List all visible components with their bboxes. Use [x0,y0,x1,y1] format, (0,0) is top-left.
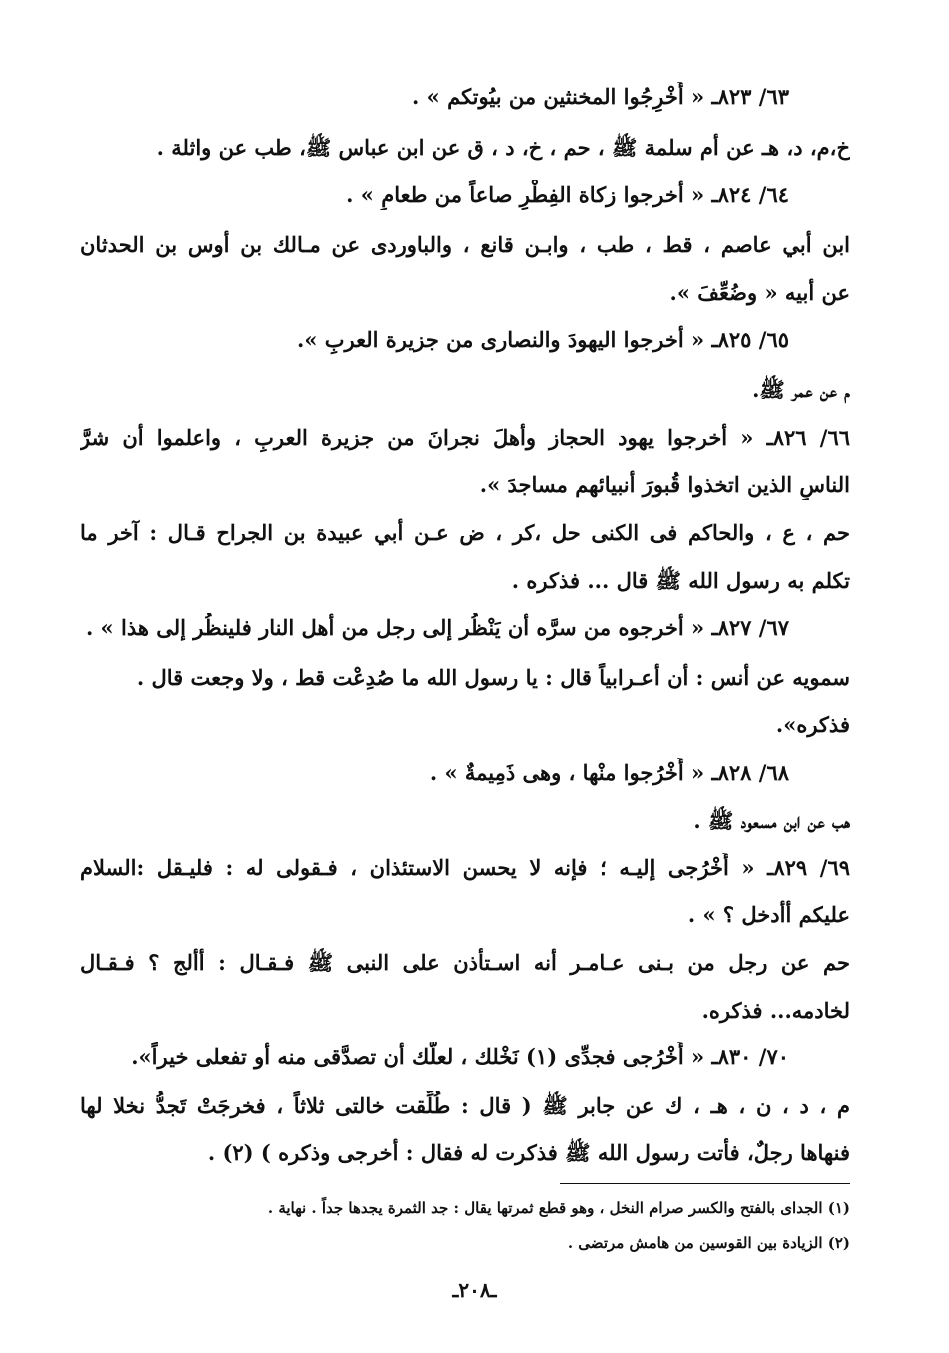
footnote-2: (٢) الزيادة بين القوسين من هامش مرتضى . [567,1234,850,1252]
hadith-65-source: م عن عمر ﷺ. [752,377,850,402]
hadith-63-source: خ،م، د، هـ عن أم سلمة ﷺ ، حم ، خ، د ، ق عن ابن عباس ﷺ، طب عن واثلة . [156,135,850,160]
hadith-67-source-line2: فذكره». [775,712,850,737]
hadith-70-source-line1: م ، د ، ن ، هـ ، ك عن جابر ﷺ ( قال : طُلِّقت خالتى ثلاثاً ، فخرجَتْ تَجدُّ نخلا لها [80,1093,850,1118]
hadith-63-text: ٦٣/ ٨٢٣ـ « أَخْرِجُوا المخنثين من بيُوتكم » . [412,84,789,109]
hadith-70-source-line2: فنهاها رجلٌ، فأتت رسول الله ﷺ فذكرت له فقال : أخرجى وذكره ) (٢) . [207,1140,850,1165]
hadith-66-text-line2: الناسِ الذين اتخذوا قُبورَ أنبيائهم مساجدَ ». [479,472,850,497]
hadith-66-text-line1: ٦٦/ ٨٢٦ـ « أخرجوا يهود الحجاز وأهلَ نجرانَ من جزيرة العربِ ، واعلموا أن شرَّ [80,425,850,450]
page-number: ـ٢٠٨ـ [452,1278,497,1302]
hadith-68-text: ٦٨/ ٨٢٨ـ « أُخْرُجوا منْها ، وهى ذَمِيمةٌ » . [429,760,789,785]
hadith-70-text: ٧٠/ ٨٣٠ـ « أُخْرُجى فجدِّى (١) نَخْلك ، لعلَّك أن تصدَّقى منه أو تفعلى خيراً». [131,1044,789,1069]
hadith-69-source-line1: حم عن رجل من بـنى عـامـر أنه اسـتأذن على النبى ﷺ فـقـال : أألج ؟ فـقـال [80,950,850,975]
footnote-1: (١) الجداى بالفتح والكسر صرام النخل ، وهو قطع ثمرتها يقال : جد الثمرة يجدها جداً . نهاية . [267,1199,850,1217]
hadith-68-source: هب عن ابن مسعود ﷺ . [693,808,850,833]
hadith-69-source-line2: لخادمه... فذكره. [701,998,850,1023]
hadith-69-text-line2: عليكم أأدخل ؟ » . [687,902,850,927]
hadith-66-source-line1: حم ، ع ، والحاكم فى الكنى حل ،كر ، ض عـن أبي عبيدة بن الجراح قـال : آخر ما [80,520,850,545]
hadith-64-source-line1: ابن أبي عاصم ، قط ، طب ، وابـن قانع ، والباوردى عن مـالك بن أوس بن الحدثان [80,232,850,257]
hadith-64-text: ٦٤/ ٨٢٤ـ « أخرجوا زكاة الفِطْرِ صاعاً من طعامٍ » . [346,182,789,207]
hadith-65-text: ٦٥/ ٨٢٥ـ « أخرجوا اليهودَ والنصارى من جزيرة العربِ ». [297,327,789,352]
hadith-69-text-line1: ٦٩/ ٨٢٩ـ « أُخْرُجى إليـه ؛ فإنه لا يحسن الاستئذان ، فـقولى له : فليـقل :السلام [80,855,850,880]
hadith-64-source-line2: عن أبيه « وضُعِّفَ ». [669,280,850,305]
hadith-67-source-line1: سمويه عن أنس : أن أعـرابياً قال : يا رسول الله ما صُدِعْت قط ، ولا وجعت قال . [136,665,850,690]
footnote-divider [560,1183,850,1184]
hadith-67-text: ٦٧/ ٨٢٧ـ « أخرجوه من سرَّه أن يَنْظُر إلى رجل من أهل النار فلينظُر إلى هذا » . [85,615,789,640]
hadith-66-source-line2: تكلم به رسول الله ﷺ قال ... فذكره . [511,568,850,593]
